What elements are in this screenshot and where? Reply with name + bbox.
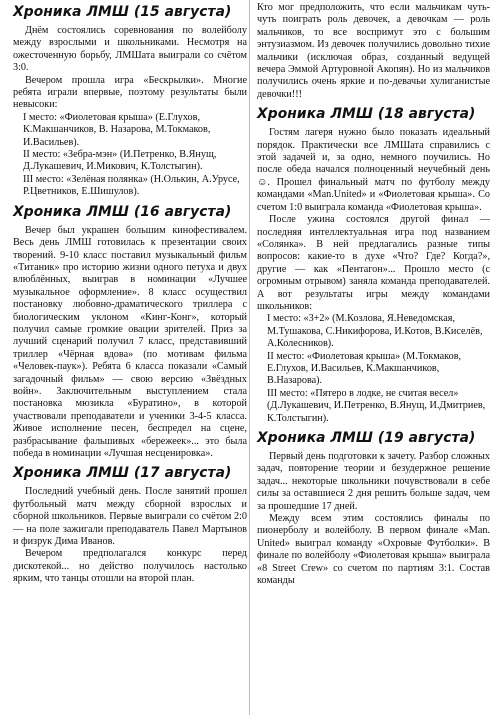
paragraph: Последний учебный день. После занятий прошел футбольный матч между сборной взрослых и сборной школьников. Первые выиграли со счётом 2:0 — на поле зажигали преподаватель Павел Мартынов и физрук Дима Иванов.: [13, 486, 247, 548]
result-members: (И.Петренко, В.Янущ, Д.Лукашевич, И.Микович, К.Толстыгин).: [23, 149, 217, 173]
result-members: (Н.Олькин, А.Урусе, Р.Цветников, Е.Шишулов).: [23, 173, 240, 198]
result-item: [267, 351, 490, 388]
section-heading: Хроника ЛМШ (17 августа): [13, 465, 232, 482]
paragraph: После ужина состоялся другой финал — последняя интеллектуальная игра под названием «Солянка». В ней предлагались разные типы вопросов: какие-то в духе «Что? Где? Когда?», другие — как «Пентагон»... Прошло место (с огромным отрывом) заняла команда преподавателей. А вот результаты игры между командами школьников:: [257, 214, 490, 312]
right-column: [257, 2, 490, 587]
section-heading: Хроника ЛМШ (19 августа): [257, 430, 476, 446]
chronicle-aug-15: [13, 4, 247, 199]
result-team: «Зелёная полянка»: [66, 173, 148, 185]
result-place: III место:: [267, 387, 308, 399]
left-column: [13, 4, 247, 586]
result-members: (Е.Глухов, К.Макшанчиков, В. Назарова, М.Токмаков, И.Васильев).: [23, 111, 211, 148]
result-team: «Зебра-мэн»: [62, 149, 118, 161]
paragraph: Между всем этим состоялись финалы по пионерболу и волейболу. В первом финале «Man. United» выиграл команду «Охровые Футболки». В финале по волейболу «Фиолетовая крыша» выиграла «8 Street Crew» со счетом по партиям 3:1. Состав команды: [257, 513, 490, 587]
paragraph: Гостям лагеря нужно было показать идеальный порядок. Практически все ЛМШата справились с этой задачей и, за одно, немного поучились. Но после обеда начался полноценный неучебный день ☺. Прошел финальный матч по футболу между командами «Man.United» и «Фиолетовая крыша». Со счетом 1:0 выиграла команда «Фиолетовая крыша».: [257, 127, 490, 213]
paragraph: Вечер был украшен большим кинофестивалем. Весь день ЛМШ готовилась к презентации своих творений. 9-10 класс поставил музыкальный фильм «Титаник» про историю жизни одного петуха и двух влюблённых, выиграв в номинации «Лучшее музыкальное оформление». 8 класс осуществил постановку любовно-драматического триллера с биологическим уклоном «Кинг-Конг», который получил самые громкие овации зрителей. Приз за лучший сценарий получил 7 класс, представивший триллер «Чёрная вдова» (по мотивам фильма «Человек-паук»). Ребята 6 класса показали «Самый загадочный фильм» — свою версию «Звёздных войн». Заключительным выступлением стала постановка мюзикла «Буратино», в которой участвовали преподаватели и ученики 3-4-5 класса. Живое исполнение песен, беспредел на сцене, разбрасывание фальшивых «бережеек»... это была победа в номинации «Лучшая несценировка».: [13, 224, 247, 459]
result-team: «Фиолетовая крыша»: [306, 350, 401, 362]
paragraph: Первый день подготовки к зачету. Разбор сложных задач, повторение теории и безудержное решение задач... некоторые школьники почувствовали в себе силы за оставшиеся 2 дня решить больше задач, чем за прошедшие 17 дней.: [257, 451, 490, 512]
paragraph: Вечером предполагался конкурс перед дискотекой... но действо получилось настолько ярким, что танцы отошли на второй план.: [13, 548, 247, 585]
result-place: III место:: [23, 173, 64, 185]
result-team: «Фиолетовая крыша»: [59, 111, 153, 123]
section-heading: Хроника ЛМШ (18 августа): [257, 106, 476, 123]
section-heading: Хроника ЛМШ (16 августа): [13, 203, 232, 220]
result-item: [23, 112, 247, 149]
result-place: I место:: [267, 313, 301, 325]
result-item: [23, 174, 247, 199]
result-team: «3+2»: [303, 313, 330, 325]
results-list: [23, 112, 247, 199]
result-team: «Пятеро в лодке, не считая весел»: [310, 387, 459, 399]
result-item: [267, 388, 490, 425]
paragraph: Вечером прошла игра «Бескрылки». Многие ребята играли впервые, поэтому результаты были невысоки:: [13, 74, 247, 111]
result-members: (М.Токмаков, Е.Глухов, И.Васильев, К.Макшанчиков, В.Назарова).: [267, 350, 462, 387]
chronicle-aug-18: [257, 106, 490, 425]
column-divider: [249, 0, 250, 715]
result-place: II место:: [267, 350, 305, 362]
result-place: II место:: [23, 149, 61, 161]
chronicle-aug-16: [13, 204, 247, 461]
results-list: [267, 313, 490, 425]
result-members: (Д.Лукашевич, И.Петренко, В.Янущ, И.Дмитриев, К.Толстыгин).: [267, 400, 486, 424]
paragraph: Днём состоялись соревнования по волейболу между взрослыми и школьниками. Несмотря на ожесточенную борьбу, ЛМШата выиграли со счётом 3:0.: [13, 25, 247, 74]
chronicle-aug-17: [13, 465, 247, 585]
result-place: I место:: [23, 111, 57, 123]
section-heading: Хроника ЛМШ (15 августа): [13, 4, 232, 20]
result-item: [267, 313, 490, 350]
chronicle-aug-19: [257, 430, 490, 587]
paragraph: Кто мог предположить, что если мальчикам чуть-чуть поиграть роль девочек, а девочкам — роль мальчиков, то все воспримут это с большим энтузиазмом. Из девочек получились довольно тихие мальчики (исключая образ, созданный ведущей вечера Эммой Артуровной Акопян). Но из мальчиков получились очень яркие и по-девачьи хулиганистые девочки!!!: [257, 2, 490, 100]
result-item: [23, 149, 247, 174]
chronicle-aug-17-continued: [257, 2, 490, 101]
result-members: (М.Козлова, Я.Неведомская, М.Тушакова, С.Никифорова, И.Котов, В.Киселёв, А.Колесников).: [267, 313, 483, 350]
